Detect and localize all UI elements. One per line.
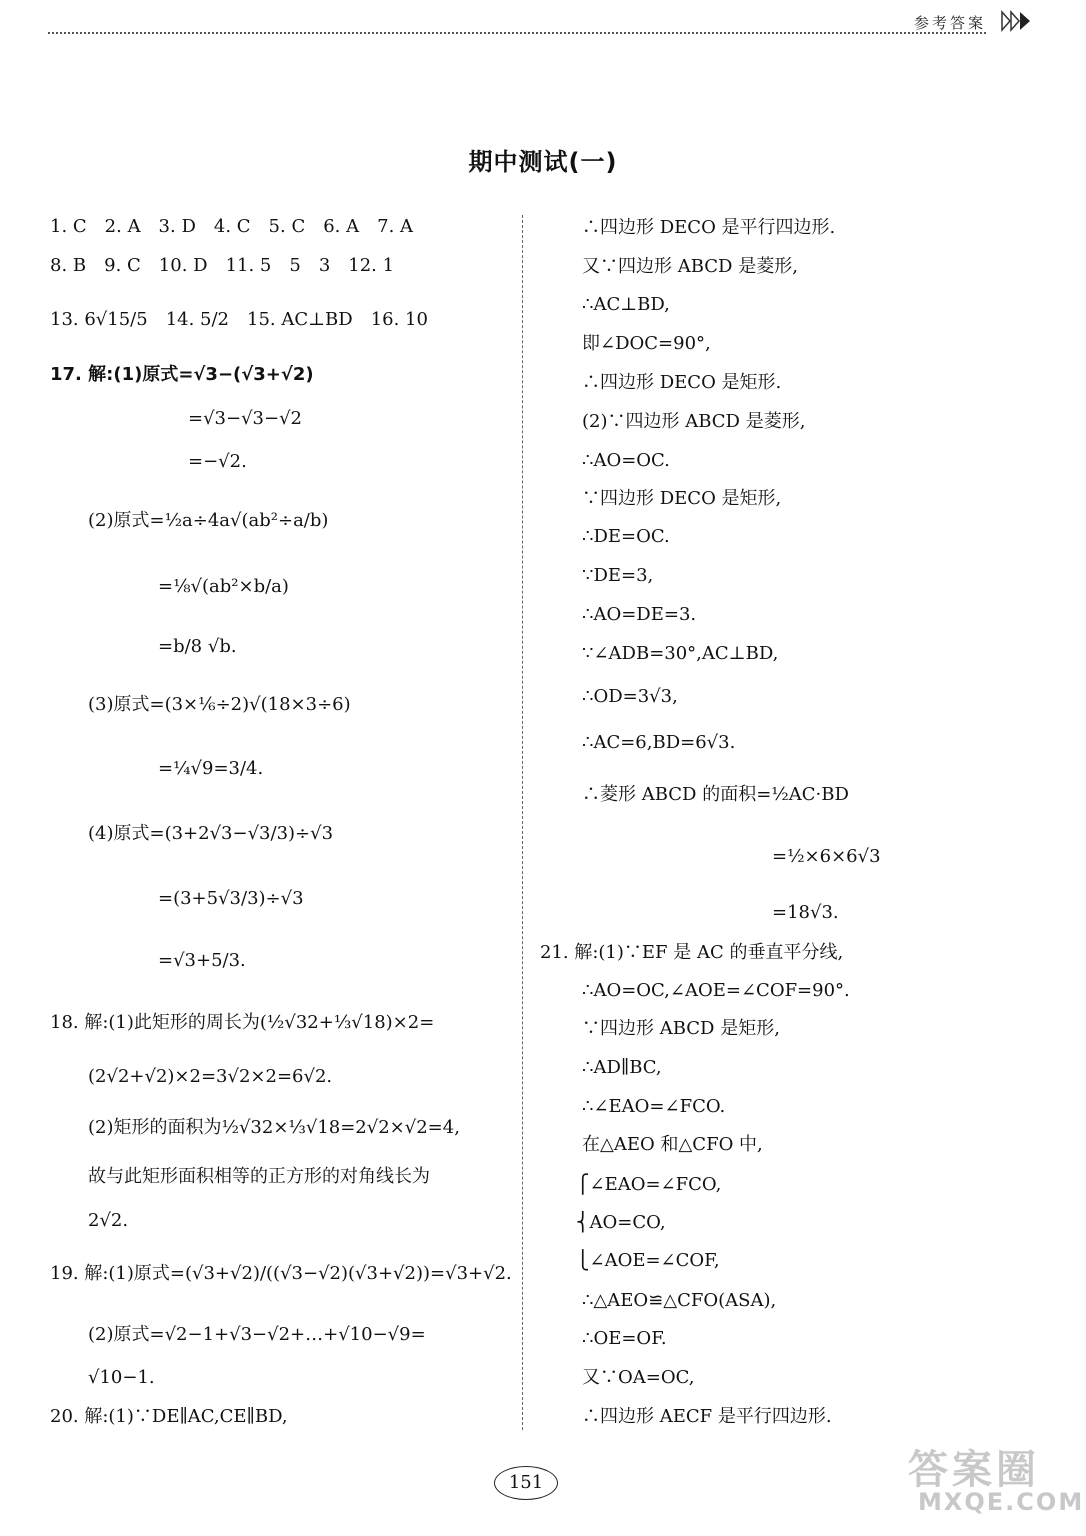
answer-line: 又∵OA=OC, xyxy=(582,1367,695,1388)
answer-line: ∴四边形 DECO 是矩形. xyxy=(582,372,782,393)
answer-line: =⅛√(ab²×b/a) xyxy=(158,576,289,597)
answer-line: ∴OD=3√3, xyxy=(582,686,678,707)
answer-line: 20. 解:(1)∵DE∥AC,CE∥BD, xyxy=(50,1406,288,1427)
watermark xyxy=(900,1438,1085,1518)
answer-line: =b/8 √b. xyxy=(158,636,237,657)
page-title: 期中测试(一) xyxy=(468,148,618,176)
answer-line: ∴AD∥BC, xyxy=(582,1057,662,1078)
header-label: 参考答案 xyxy=(914,14,987,32)
answer-line: ∴OE=OF. xyxy=(582,1328,667,1349)
answer-line: 13. 6√15/5 14. 5/2 15. AC⊥BD 16. 10 xyxy=(50,309,428,330)
answer-line: ⎩∠AOE=∠COF, xyxy=(576,1250,720,1271)
answer-line: 2√2. xyxy=(88,1210,129,1231)
answer-line: 8. B 9. C 10. D 11. 5 5 3 12. 1 xyxy=(50,255,395,276)
answer-line: 又∵四边形 ABCD 是菱形, xyxy=(582,256,798,277)
answer-line: ∵DE=3, xyxy=(582,565,654,586)
answer-line: =−√2. xyxy=(188,451,247,472)
answer-line: ∴AC⊥BD, xyxy=(582,294,670,315)
page-number: 151 xyxy=(494,1466,558,1500)
answer-line: ⎧∠EAO=∠FCO, xyxy=(576,1174,722,1195)
answer-line: 18. 解:(1)此矩形的周长为(½√32+⅓√18)×2= xyxy=(50,1012,435,1033)
answer-line: (3)原式=(3×⅙÷2)√(18×3÷6) xyxy=(88,694,351,715)
answer-line: (2)矩形的面积为½√32×⅓√18=2√2×√2=4, xyxy=(88,1117,460,1138)
answer-line: =18√3. xyxy=(772,902,839,923)
answer-line: 故与此矩形面积相等的正方形的对角线长为 xyxy=(88,1166,430,1187)
answer-line: √10−1. xyxy=(88,1367,155,1388)
answer-line: (2)原式=½a÷4a√(ab²÷a/b) xyxy=(88,510,329,531)
answer-line: (4)原式=(3+2√3−√3/3)÷√3 xyxy=(88,823,334,844)
answer-line: 即∠DOC=90°, xyxy=(582,333,711,354)
answer-line: ∴∠EAO=∠FCO. xyxy=(582,1096,726,1117)
answer-line: =(3+5√3/3)÷√3 xyxy=(158,888,304,909)
column-divider xyxy=(522,215,523,1430)
answer-line: =½×6×6√3 xyxy=(772,846,881,867)
answer-line: ∴DE=OC. xyxy=(582,526,670,547)
answer-line: ∴AO=OC,∠AOE=∠COF=90°. xyxy=(582,980,850,1001)
answer-line: (2)∵四边形 ABCD 是菱形, xyxy=(582,411,806,432)
watermark-text: 答案圈 xyxy=(908,1447,1040,1493)
answer-line: =¼√9=3/4. xyxy=(158,758,264,779)
answer-line: ∵四边形 ABCD 是矩形, xyxy=(582,1018,780,1039)
answer-line: 17. 解:(1)原式=√3−(√3+√2) xyxy=(50,364,314,385)
answer-line: ∴AO=OC. xyxy=(582,450,670,471)
answer-line: ∵∠ADB=30°,AC⊥BD, xyxy=(582,643,779,664)
answer-line: =√3−√3−√2 xyxy=(188,408,303,429)
answer-line: ∴AC=6,BD=6√3. xyxy=(582,732,736,753)
answer-line: ∴菱形 ABCD 的面积=½AC·BD xyxy=(582,784,849,805)
answer-line: 在△AEO 和△CFO 中, xyxy=(582,1134,763,1155)
arrow-right-icon xyxy=(1000,10,1032,32)
answer-line: ∴四边形 DECO 是平行四边形. xyxy=(582,217,836,238)
answer-line: ⎨AO=CO, xyxy=(576,1212,666,1233)
watermark-url: MXQE.COM xyxy=(918,1488,1085,1516)
header-rule xyxy=(48,32,986,34)
answer-line: 1. C 2. A 3. D 4. C 5. C 6. A 7. A xyxy=(50,216,414,237)
answer-line: (2)原式=√2−1+√3−√2+…+√10−√9= xyxy=(88,1324,426,1345)
answer-line: ∴四边形 AECF 是平行四边形. xyxy=(582,1406,832,1427)
answer-line: 19. 解:(1)原式=(√3+√2)/((√3−√2)(√3+√2))=√3+√2. xyxy=(50,1263,512,1284)
answer-line: (2√2+√2)×2=3√2×2=6√2. xyxy=(88,1066,333,1087)
answer-line: =√3+5/3. xyxy=(158,950,246,971)
answer-line: ∵四边形 DECO 是矩形, xyxy=(582,488,782,509)
answer-line: ∴AO=DE=3. xyxy=(582,604,697,625)
answer-line: ∴△AEO≌△CFO(ASA), xyxy=(582,1290,777,1311)
answer-line: 21. 解:(1)∵EF 是 AC 的垂直平分线, xyxy=(540,942,844,963)
